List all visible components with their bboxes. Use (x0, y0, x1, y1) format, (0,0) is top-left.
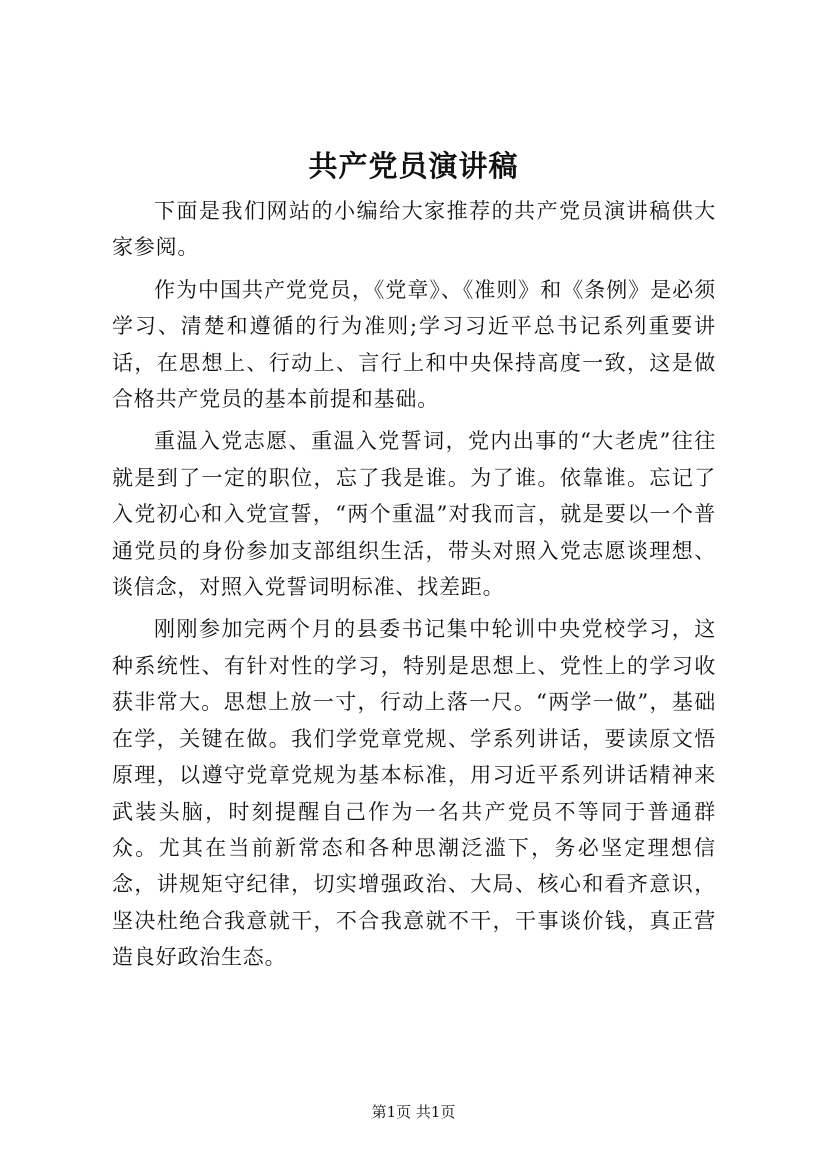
document-body (112, 193, 716, 982)
paragraph-intro: 下面是我们网站的小编给大家推荐的共产党员演讲稿供大家参阅。 (112, 199, 716, 260)
document-title: 共产党员演讲稿 (308, 149, 519, 183)
paragraph-oath-review: 重温入党志愿、重温入党誓词，党内出事的“大老虎”往往就是到了一定的职位，忘了我是谁。为了谁。依靠谁。忘记了入党初心和入党宣誓，“两个重温”对我而言，就是要以一个普通党员的身份参加支部组织生活，带头对照入党志愿谈理想、谈信念，对照入党誓词明标准、找差距。 (112, 429, 716, 600)
paragraph-party-rules: 作为中国共产党党员，《党章》、《准则》和《条例》是必须学习、清楚和遵循的行为准则;学习习近平总书记系列重要讲话，在思想上、行动上、言行上和中央保持高度一致，这是做合格共产党员的基本前提和基础。 (112, 277, 716, 412)
paragraph-party-school-study: 刚刚参加完两个月的县委书记集中轮训中央党校学习，这种系统性、有针对性的学习，特别是思想上、党性上的学习收获非常大。思想上放一寸，行动上落一尺。“两学一做”，基础在学，关键在做。我们学党章党规、学系列讲话，要读原文悟原理，以遵守党章党规为基本标准，用习近平系列讲话精神来武装头脑，时刻提醒自己作为一名共产党员不等同于普通群众。尤其在当前新常态和各种思潮泛滥下，务必坚定理想信念，讲规矩守纪律，切实增强政治、大局、核心和看齐意识，坚决杜绝合我意就干，不合我意就不干，干事谈价钱，真正营造良好政治生态。 (112, 617, 716, 970)
page-number-footer: 第1页 共1页 (371, 1103, 456, 1121)
